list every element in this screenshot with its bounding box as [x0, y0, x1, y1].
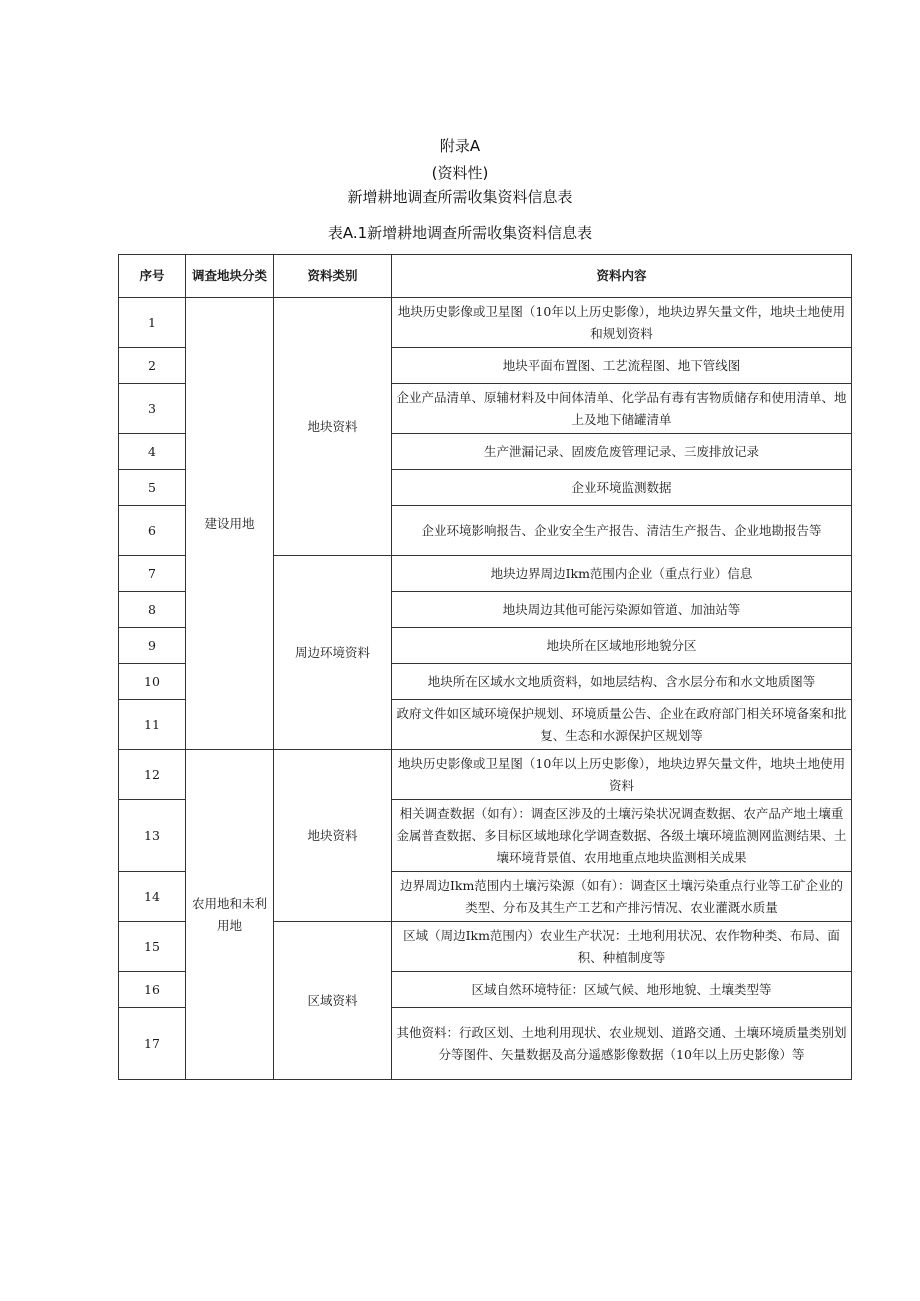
group-construction-land: 建设用地	[186, 298, 274, 750]
row-number: 7	[119, 556, 186, 592]
row-number: 11	[119, 700, 186, 750]
header-content: 资料内容	[392, 255, 852, 298]
row-content: 边界周边Ikm范围内土壤污染源（如有）：调查区土壤污染重点行业等工矿企业的类型、分布及其生产工艺和产排污情况、农业灌溉水质量	[392, 872, 852, 922]
row-content: 地块边界周边Ikm范围内企业（重点行业）信息	[392, 556, 852, 592]
row-number: 14	[119, 872, 186, 922]
row-number: 9	[119, 628, 186, 664]
table-caption: 表A.1新增耕地调查所需收集资料信息表	[327, 224, 593, 242]
category-regional-data: 区域资料	[274, 922, 392, 1080]
row-number: 8	[119, 592, 186, 628]
row-number: 10	[119, 664, 186, 700]
row-number: 3	[119, 384, 186, 434]
group-agricultural-land: 农用地和未利用地	[186, 750, 274, 1080]
row-content: 政府文件如区域环境保护规划、环境质量公告、企业在政府部门相关环境备案和批复、生态和水源保护区规划等	[392, 700, 852, 750]
row-number: 1	[119, 298, 186, 348]
row-content: 区域（周边Ikm范围内）农业生产状况：土地利用状况、农作物种类、布局、面积、种植制度等	[392, 922, 852, 972]
row-content: 地块周边其他可能污染源如管道、加油站等	[392, 592, 852, 628]
table-row	[119, 750, 852, 800]
row-number: 16	[119, 972, 186, 1008]
row-content: 地块历史影像或卫星图（10年以上历史影像），地块边界矢量文件，地块土地使用资料	[392, 750, 852, 800]
row-content: 地块平面布置图、工艺流程图、地下管线图	[392, 348, 852, 384]
info-table	[118, 254, 852, 1080]
row-content: 地块历史影像或卫星图（10年以上历史影像），地块边界矢量文件，地块土地使用和规划资料	[392, 298, 852, 348]
row-content: 企业产品清单、原辅材料及中间体清单、化学品有毒有害物质储存和使用清单、地上及地下储罐清单	[392, 384, 852, 434]
table-header-row	[119, 255, 852, 298]
row-number: 13	[119, 800, 186, 872]
category-surrounding-environment: 周边环境资料	[274, 556, 392, 750]
row-content: 相关调查数据（如有）：调查区涉及的土壤污染状况调查数据、农产品产地土壤重金属普查数据、多目标区域地球化学调查数据、各级土壤环境监测网监测结果、土壤环境背景值、农用地重点地块监测相关成果	[392, 800, 852, 872]
row-content: 企业环境影响报告、企业安全生产报告、清洁生产报告、企业地勘报告等	[392, 506, 852, 556]
header-no: 序号	[119, 255, 186, 298]
row-number: 4	[119, 434, 186, 470]
document-title: 新增耕地调查所需收集资料信息表	[347, 188, 573, 206]
row-number: 12	[119, 750, 186, 800]
header-category: 资料类别	[274, 255, 392, 298]
appendix-title: 附录A	[439, 137, 481, 155]
table-row	[119, 298, 852, 348]
appendix-nature: (资料性)	[431, 164, 489, 182]
category-parcel-data: 地块资料	[274, 750, 392, 922]
row-number: 17	[119, 1008, 186, 1080]
row-content: 区域自然环境特征：区域气候、地形地貌、土壤类型等	[392, 972, 852, 1008]
row-number: 2	[119, 348, 186, 384]
row-content: 其他资料：行政区划、土地利用现状、农业规划、道路交通、土壤环境质量类别划分等图件、矢量数据及高分遥感影像数据（10年以上历史影像）等	[392, 1008, 852, 1080]
category-parcel-data: 地块资料	[274, 298, 392, 556]
row-number: 6	[119, 506, 186, 556]
header-parcel-class: 调查地块分类	[186, 255, 274, 298]
row-number: 5	[119, 470, 186, 506]
row-content: 地块所在区域地形地貌分区	[392, 628, 852, 664]
row-content: 企业环境监测数据	[392, 470, 852, 506]
row-content: 地块所在区域水文地质资料，如地层结构、含水层分布和水文地质图等	[392, 664, 852, 700]
row-number: 15	[119, 922, 186, 972]
row-content: 生产泄漏记录、固废危废管理记录、三废排放记录	[392, 434, 852, 470]
